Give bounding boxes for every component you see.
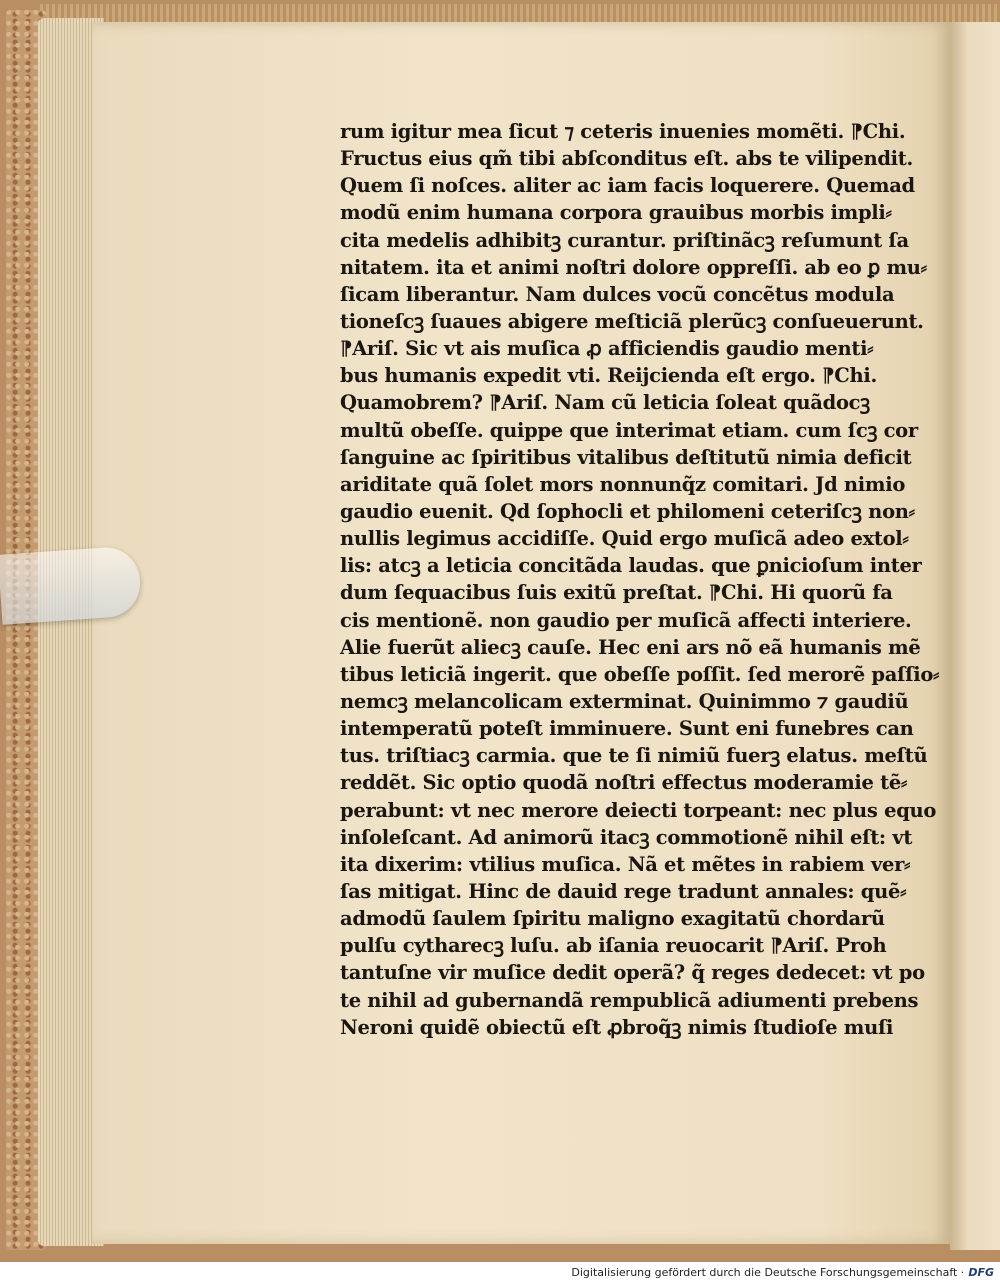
text-line: tantuſne vir muſice dedit operã? q̃ reges dedecet: vt po: [340, 961, 925, 985]
text-line: modũ enim humana corpora grauibus morbis impli⸗: [340, 201, 892, 225]
text-line: reddẽt. Sic optio quodã noſtri effectus moderamie tẽ⸗: [340, 771, 908, 795]
text-line: ⁋Ariſ. Sic vt ais muſica ꝓ afficiendis gaudio menti⸗: [340, 337, 874, 361]
text-line: Neroni quidẽ obiectũ eſt ꝓbroq̃ꝫ nimis ſtudioſe muſi: [340, 1015, 894, 1039]
text-line: ſas mitigat. Hinc de dauid rege tradunt annales: quẽ⸗: [340, 879, 907, 903]
text-line: tioneſcꝫ ſuaues abigere meſticiã plerũcꝫ conſueuerunt.: [340, 309, 924, 333]
text-line: admodũ ſaulem ſpiritu maligno exagitatũ chordarũ: [340, 907, 885, 931]
text-line: Quem ſi noſces. aliter ac iam facis loquerere. Quemad: [340, 174, 915, 198]
text-line: Quamobrem? ⁋Ariſ. Nam cũ leticia ſoleat quãdocꝫ: [340, 391, 870, 415]
text-line: ſanguine ac ſpiritibus vitalibus deſtitutũ nimia deficit: [340, 445, 912, 469]
funding-credit-text: Digitalisierung gefördert durch die Deutsche Forschungsgemeinschaft ·: [571, 1265, 965, 1279]
text-line: bus humanis expedit vti. Reijcienda eſt ergo. ⁋Chi.: [340, 364, 877, 388]
text-line: pulſu cytharecꝫ luſu. ab iſania reuocarit ⁋Ariſ. Proh: [340, 934, 887, 958]
text-line: ariditate quã ſolet mors nonnunq̃z comitari. Jd nimio: [340, 472, 906, 496]
text-line: Fructus eius qm̃ tibi abſconditus eſt. abs te vilipendit.: [340, 147, 913, 171]
facing-page-edge: [950, 22, 1000, 1250]
text-line: multũ obeſſe. quippe que interimat etiam. cum ſcꝫ cor: [340, 418, 918, 442]
text-line: te nihil ad gubernandã rempublicã adiumenti prebens: [340, 988, 919, 1012]
text-line: rum igitur mea ſicut ⁊ ceteris inuenies momẽti. ⁋Chi.: [340, 120, 906, 143]
page-holder-strip: [0, 545, 142, 625]
text-line: intemperatũ poteſt imminuere. Sunt eni funebres can: [340, 717, 914, 741]
text-line: nitatem. ita et animi noſtri dolore oppreſſi. ab eo ꝑ mu⸗: [340, 255, 927, 279]
dfg-logo: DFG: [968, 1265, 994, 1279]
text-line: cita medelis adhibitꝫ curantur. priſtinãcꝫ reſumunt ſa: [340, 228, 909, 252]
text-line: ita dixerim: vtilius muſica. Nã et mẽtes in rabiem ver⸗: [340, 852, 911, 876]
text-line: tus. triſtiacꝫ carmia. que te ſi nimiũ fuerꝫ elatus. meſtũ: [340, 744, 928, 768]
text-line: nemcꝫ melancolicam exterminat. Quinimmo ⁊ gaudiũ: [340, 689, 909, 713]
text-line: nullis legimus accidiſſe. Quid ergo muſicã adeo extol⸗: [340, 527, 909, 551]
text-line: cis mentionẽ. non gaudio per muſicã affecti interiere.: [340, 608, 912, 632]
digitization-credit-bar: [0, 1262, 1000, 1282]
text-line: inſoleſcant. Ad animorũ itacꝫ commotionẽ nihil eſt: vt: [340, 825, 913, 849]
text-line: ſicam liberantur. Nam dulces vocũ concẽtus modula: [340, 282, 895, 306]
text-line: gaudio euenit. Qd ſophocli et philomeni ceteriſcꝫ non⸗: [340, 499, 915, 523]
text-line: tibus leticiã ingerit. que obeſſe poſſit. ſed merorẽ paſſio⸗: [340, 662, 940, 686]
text-line: Alie fuerũt aliecꝫ cauſe. Hec eni ars nõ eã humanis mẽ: [340, 635, 921, 659]
text-line: dum ſequacibus ſuis exitũ preſtat. ⁋Chi. Hi quorũ fa: [340, 581, 893, 605]
text-line: lis: atcꝫ a leticia concitãda laudas. que ꝑnicioſum inter: [340, 554, 922, 578]
blackletter-text-block: [340, 118, 940, 1041]
text-line: perabunt: vt nec merore deiecti torpeant: nec plus equo: [340, 798, 937, 822]
